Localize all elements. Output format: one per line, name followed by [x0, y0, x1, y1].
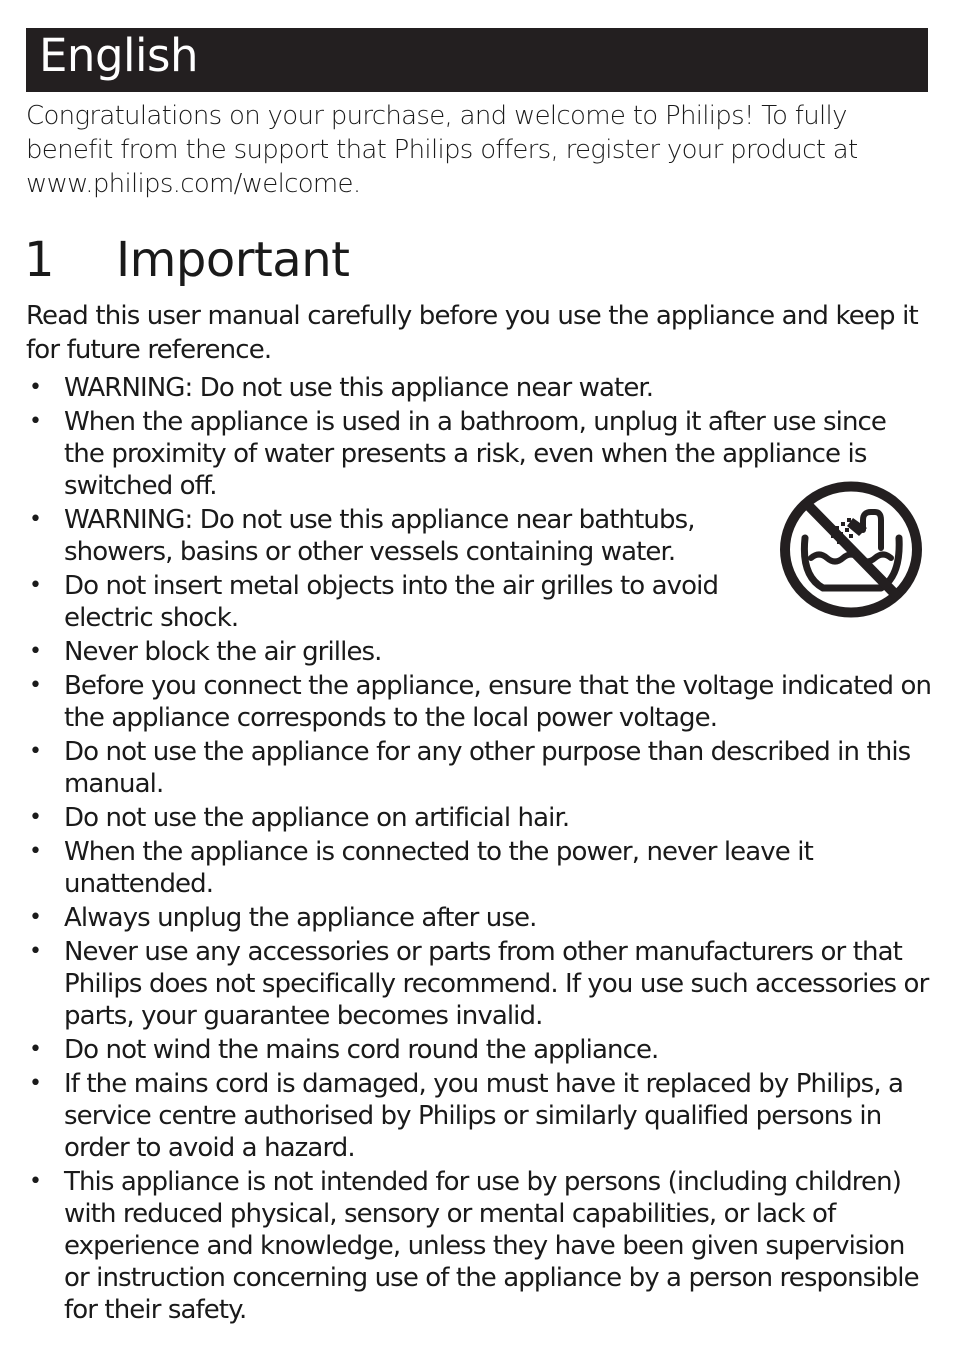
bullet: •: [29, 1071, 42, 1096]
warning-item: [26, 802, 932, 834]
section-heading: [24, 228, 349, 292]
warning-text: This appliance is not intended for use by persons (including children) with reduced physical, sensory or mental capabilities, or lack of experience and knowledge, unless they have been given supervision or instruction concerning use of the appliance by a person responsible for their safety.: [64, 1167, 919, 1325]
bullet: •: [29, 409, 42, 434]
warning-item: [26, 570, 754, 634]
bullet: •: [29, 507, 42, 532]
bullet: •: [29, 639, 42, 664]
warning-text: WARNING: Do not use this appliance near water.: [64, 373, 654, 403]
warning-item: [26, 836, 932, 900]
warning-item: [26, 1034, 932, 1066]
warning-item: [26, 736, 932, 800]
warning-item: [26, 504, 754, 568]
bullet: •: [29, 739, 42, 764]
bullet: •: [29, 1169, 42, 1194]
warning-text: Do not use the appliance for any other purpose than described in this manual.: [64, 737, 911, 799]
warning-text: Do not insert metal objects into the air grilles to avoid electric shock.: [64, 571, 719, 633]
warning-text: Never use any accessories or parts from other manufacturers or that Philips does not specifically recommend. If you use such accessories or parts, your guarantee becomes invalid.: [64, 937, 929, 1031]
section-title: Important: [116, 232, 350, 288]
warning-item: [26, 1068, 932, 1164]
section-number: 1: [24, 232, 55, 288]
language-title: English: [39, 29, 198, 82]
warning-item: [26, 636, 932, 668]
bullet: •: [29, 805, 42, 830]
bullet: •: [29, 375, 42, 400]
warning-text: If the mains cord is damaged, you must have it replaced by Philips, a service centre authorised by Philips or similarly qualified persons in order to avoid a hazard.: [64, 1069, 904, 1163]
bullet: •: [29, 839, 42, 864]
warning-item: [26, 372, 932, 404]
no-water-bath-shower-icon: [777, 478, 925, 621]
warning-text: Before you connect the appliance, ensure that the voltage indicated on the appliance corresponds to the local power voltage.: [64, 671, 932, 733]
warning-text: Do not wind the mains cord round the appliance.: [64, 1035, 659, 1065]
bullet: •: [29, 1037, 42, 1062]
bullet: •: [29, 905, 42, 930]
warning-text: When the appliance is connected to the power, never leave it unattended.: [64, 837, 813, 899]
bullet: •: [29, 573, 42, 598]
warning-text: Always unplug the appliance after use.: [64, 903, 537, 933]
warning-text: WARNING: Do not use this appliance near bathtubs, showers, basins or other vessels containing water.: [64, 505, 695, 567]
lead-paragraph: Read this user manual carefully before you use the appliance and keep it for future reference.: [26, 301, 918, 365]
warning-item: [26, 1166, 932, 1326]
bullet: •: [29, 673, 42, 698]
intro-paragraph: Congratulations on your purchase, and welcome to Philips! To fully benefit from the support that Philips offers, register your product at www.philips.com/welcome.: [26, 101, 858, 199]
language-banner: [26, 28, 928, 92]
warning-item: [26, 936, 932, 1032]
warning-text: Never block the air grilles.: [64, 637, 382, 667]
warning-text: When the appliance is used in a bathroom, unplug it after use since the proximity of water presents a risk, even when the appliance is switched off.: [64, 407, 887, 501]
warning-item: [26, 670, 932, 734]
warning-item: [26, 902, 932, 934]
bullet: •: [29, 939, 42, 964]
warning-text: Do not use the appliance on artificial hair.: [64, 803, 570, 833]
